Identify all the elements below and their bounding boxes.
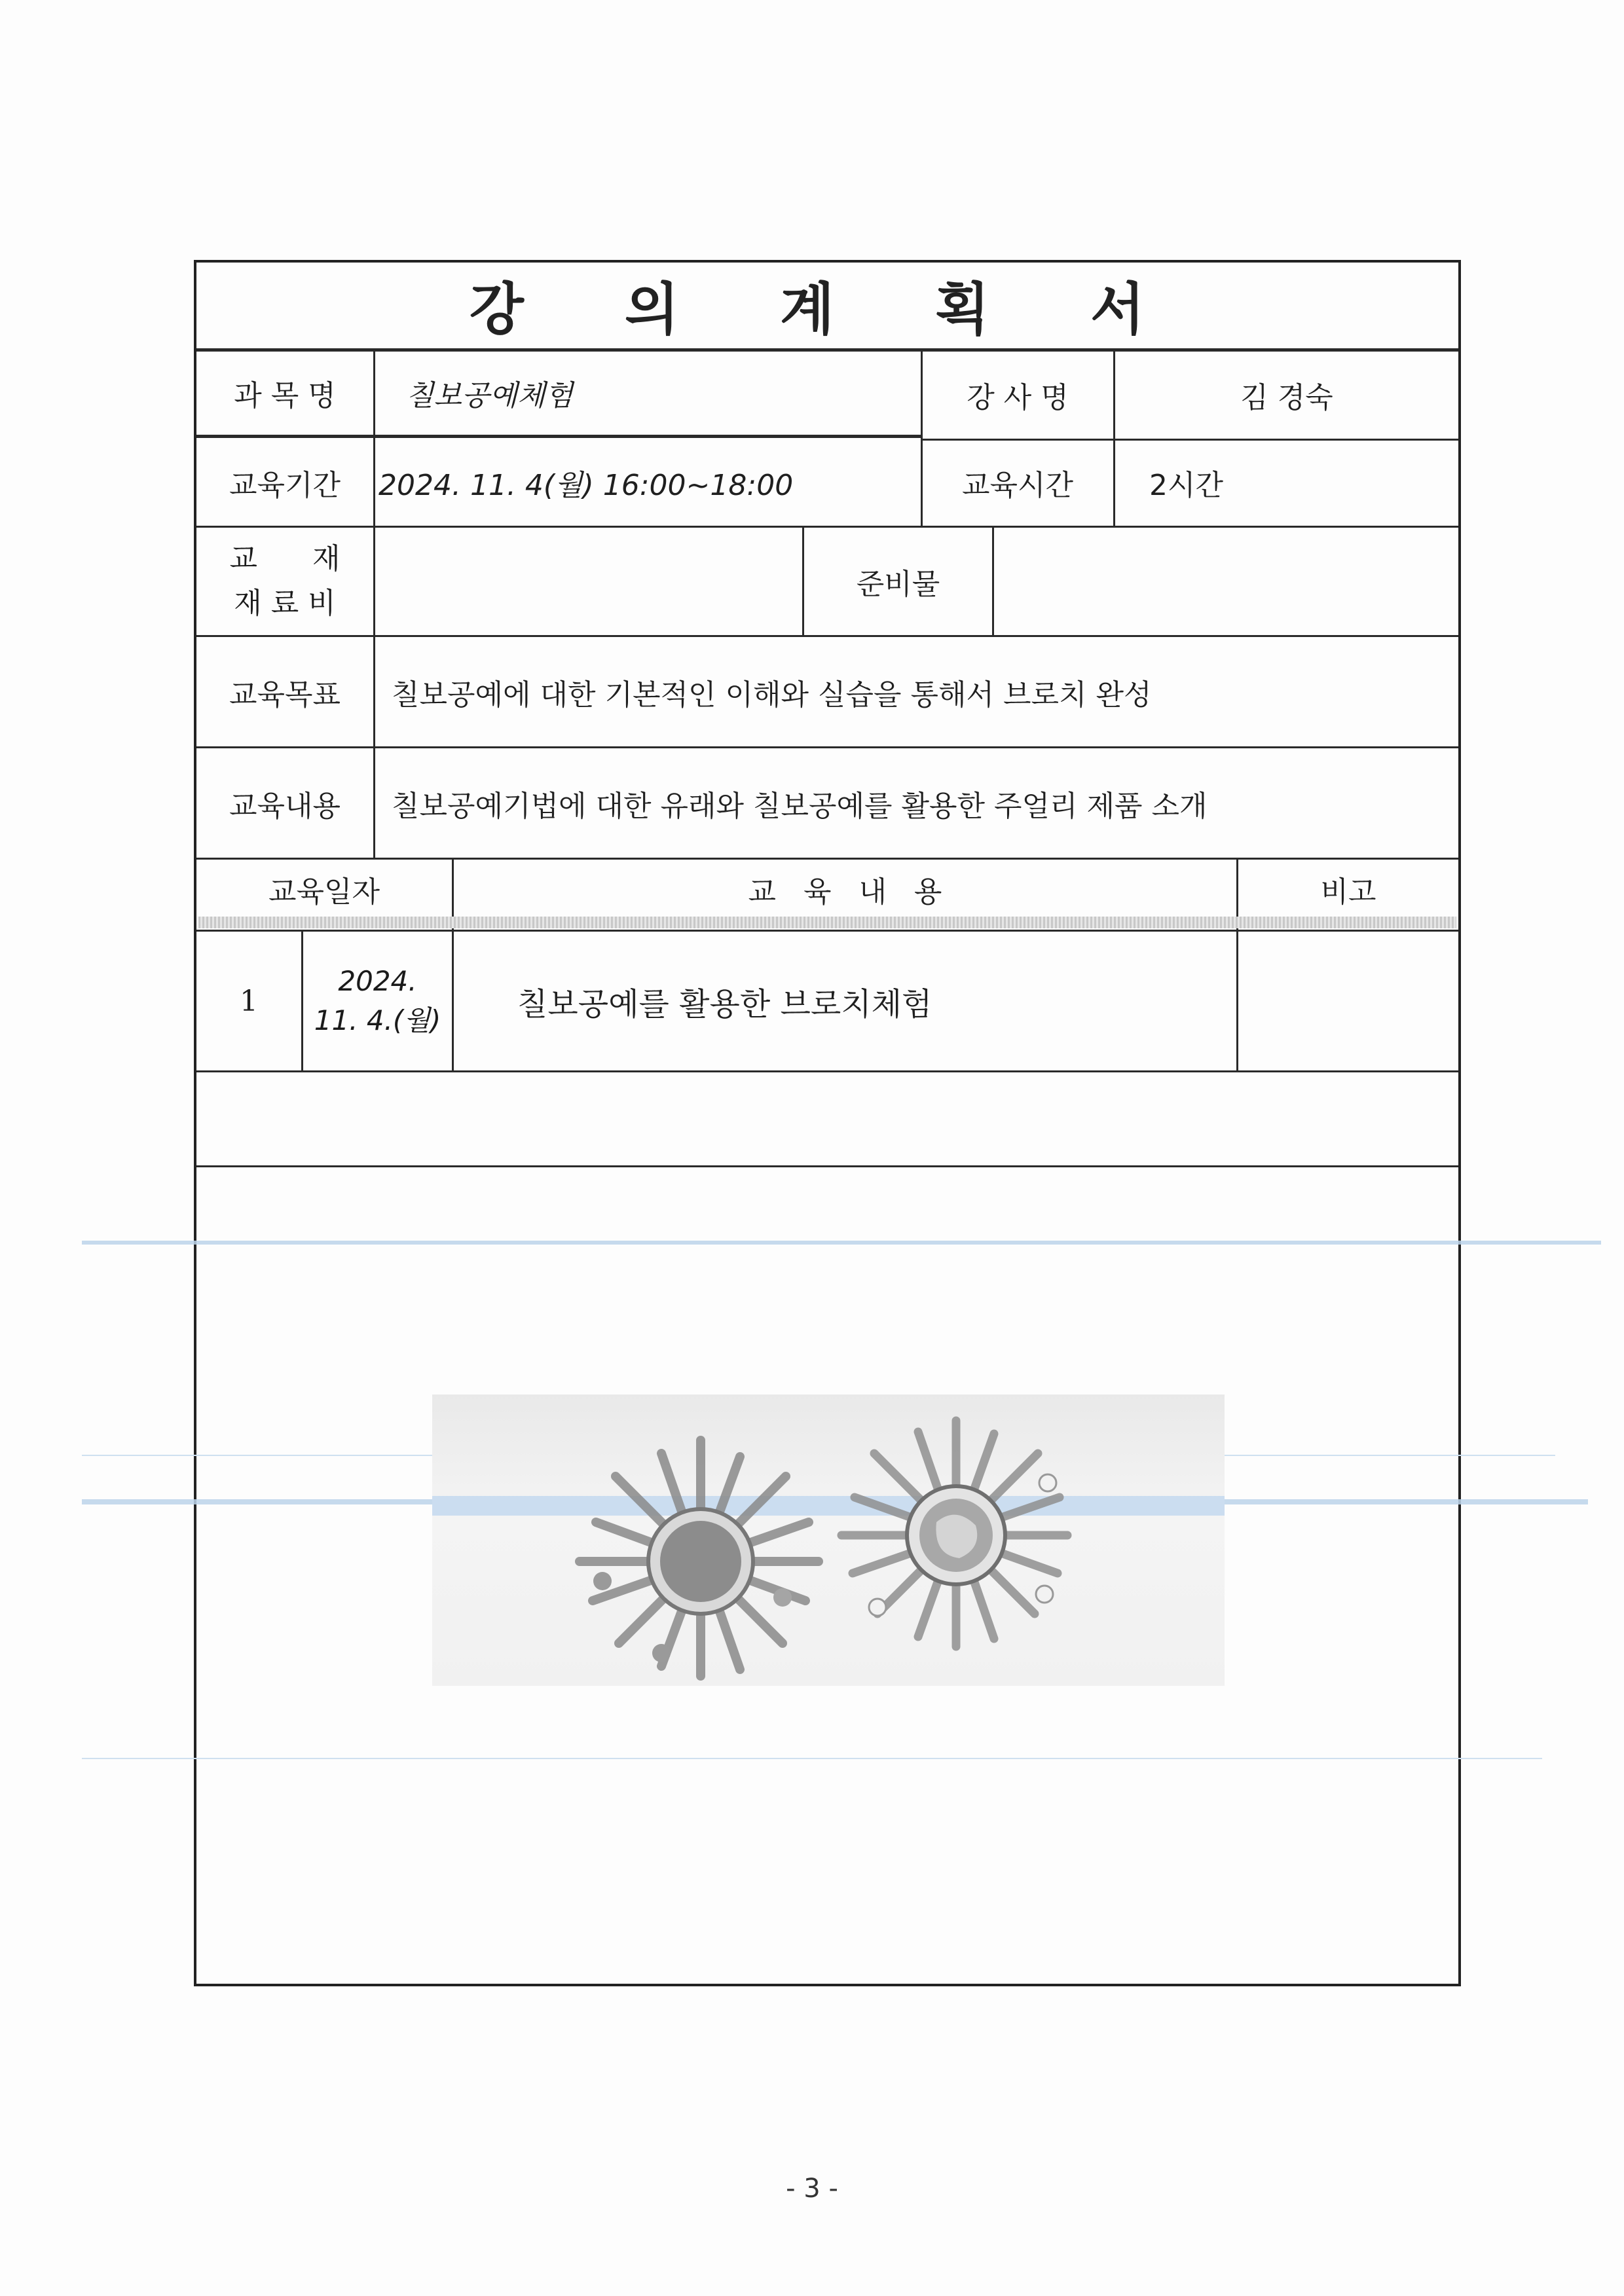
scan-artifact — [82, 1241, 1601, 1245]
material-fee-label-line1: 교 재 — [229, 542, 341, 575]
objective-value: 칠보공예에 대한 기본적인 이해와 실습을 통해서 브로치 완성 — [392, 678, 1152, 712]
objective-label: 교육목표 — [229, 678, 341, 712]
instructor-value: 김 경숙 — [1240, 380, 1333, 414]
supplies-value — [995, 528, 1454, 635]
page-number: - 3 - — [786, 2174, 838, 2204]
material-fee-label — [196, 528, 373, 635]
schedule-row-date-line2: 11. 4.(월) — [314, 1004, 441, 1036]
period-label: 교육기간 — [229, 468, 341, 502]
brooch-right — [841, 1421, 1067, 1647]
period-value: 2024. 11. 4(월) 16:00~18:00 — [378, 468, 794, 502]
material-fee-value — [378, 528, 798, 635]
page-title: 강 의 계 획 서 — [469, 277, 1186, 342]
content-label: 교육내용 — [229, 789, 341, 823]
schedule-note-header: 비고 — [1320, 875, 1376, 909]
supplies-label: 준비물 — [856, 568, 940, 601]
duration-label: 교육시간 — [961, 468, 1073, 502]
divider — [992, 526, 994, 635]
brooch-photo-svg — [432, 1394, 1225, 1686]
scan-artifact — [82, 1758, 1542, 1759]
material-fee-label-line2: 재 료 비 — [234, 587, 336, 620]
brooch-photo-icon — [432, 1394, 1225, 1686]
schedule-row-no: 1 — [240, 984, 258, 1018]
brooch-left — [580, 1440, 819, 1676]
divider — [196, 1165, 1458, 1167]
divider — [373, 526, 375, 858]
divider — [196, 1070, 1458, 1072]
divider — [196, 435, 922, 438]
content-value: 칠보공예기법에 대한 유래와 칠보공예를 활용한 주얼리 제품 소개 — [392, 789, 1208, 823]
schedule-content-header: 교 육 내 용 — [748, 875, 942, 909]
course-label: 과 목 명 — [234, 378, 336, 412]
schedule-date-header: 교육일자 — [268, 875, 380, 909]
duration-value: 2시간 — [1149, 468, 1224, 502]
schedule-row-date-line1: 2024. — [338, 965, 417, 997]
schedule-row-date — [303, 932, 452, 1070]
course-value: 칠보공예체험 — [406, 378, 574, 412]
instructor-label: 강 사 명 — [967, 380, 1069, 414]
schedule-row-content: 칠보공예를 활용한 브로치체험 — [517, 985, 932, 1023]
schedule-row-note — [1238, 932, 1458, 1070]
divider — [373, 348, 375, 526]
